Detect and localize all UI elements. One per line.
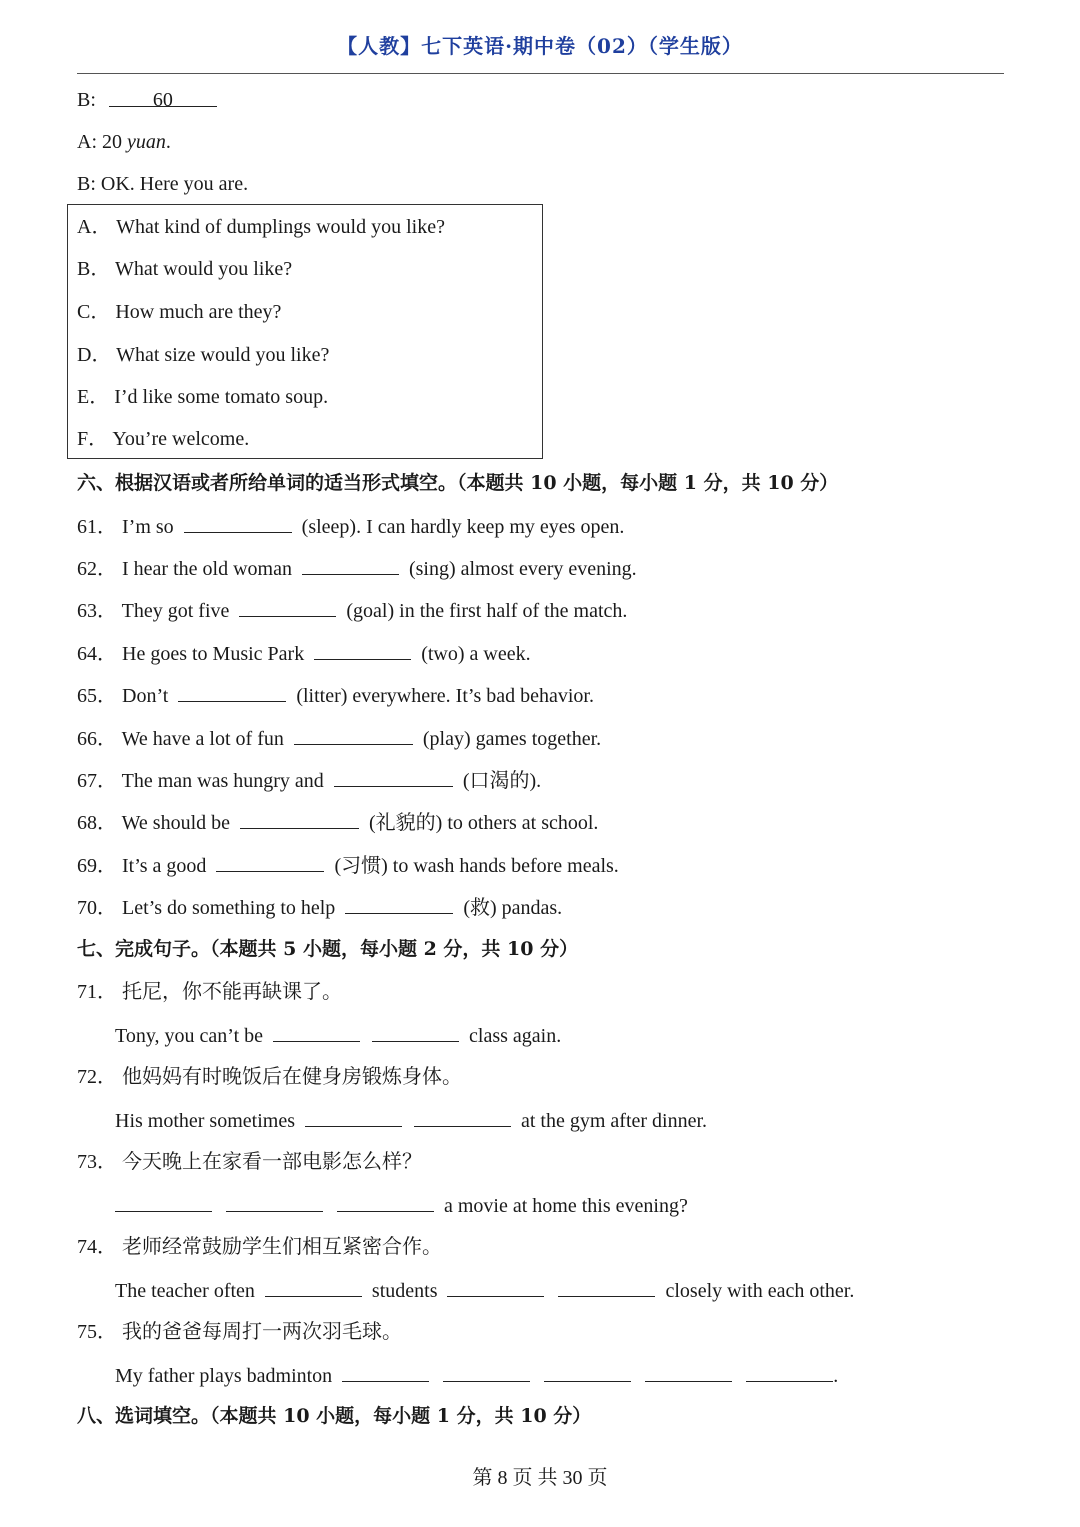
answer-blank[interactable] (314, 641, 411, 660)
question-text: (救) pandas. (463, 897, 563, 919)
question-chinese: 他妈妈有时晚饭后在健身房锻炼身体。 (122, 1066, 462, 1088)
answer-blank[interactable] (240, 810, 359, 829)
question-number: 62． (77, 558, 117, 580)
option-text: What would you like? (114, 258, 293, 280)
question-text: They got five (121, 600, 230, 622)
dialogue-text: 20 (102, 131, 127, 153)
answer-blank[interactable] (558, 1278, 655, 1297)
question-text: We should be (121, 812, 231, 834)
question-text: (sleep). I can hardly keep my eyes open. (301, 516, 625, 538)
question-text: Don’t (122, 685, 169, 707)
option-item (77, 215, 445, 239)
question-number: 72． (77, 1066, 117, 1088)
question-text: closely with each other. (665, 1280, 855, 1302)
question-number: 74． (77, 1236, 117, 1258)
option-text: I’d like some tomato soup. (114, 386, 329, 408)
option-item (77, 385, 328, 409)
dialogue-line (77, 88, 221, 112)
question-item (77, 1320, 402, 1344)
section-title: 六、根据汉语或者所给单词的适当形式填空。（本题共 10 小题，每小题 1 分，共 10 分） (77, 472, 839, 494)
question-item (77, 1065, 462, 1089)
question-item (77, 598, 627, 623)
question-item (77, 1235, 442, 1259)
question-number: 68． (77, 812, 117, 834)
answer-blank[interactable] (184, 514, 292, 533)
dialogue-text: OK. Here you are. (100, 173, 249, 195)
question-number: 71． (77, 981, 117, 1003)
dialogue-italic: yuan (127, 131, 166, 153)
dialogue-line (77, 130, 171, 154)
option-letter: E． (77, 386, 110, 408)
answer-blank[interactable] (294, 726, 413, 745)
option-letter: F． (77, 428, 109, 450)
answer-blank[interactable] (178, 683, 286, 702)
question-text: Let’s do something to help (122, 897, 336, 919)
question-text: class again. (469, 1025, 562, 1047)
question-item (77, 641, 531, 666)
answer-blank[interactable] (342, 1363, 429, 1382)
question-text: We have a lot of fun (121, 728, 284, 750)
option-text: What kind of dumplings would you like? (116, 216, 445, 238)
question-text: (礼貌的) to others at school. (369, 812, 599, 834)
question-number: 63． (77, 600, 117, 622)
answer-blank[interactable] (345, 895, 453, 914)
question-item (77, 810, 598, 835)
answer-blank[interactable] (372, 1023, 459, 1042)
page-header-title: 【人教】七下英语·期中卷（02）（学生版） (337, 34, 743, 58)
question-text: The man was hungry and (121, 770, 324, 792)
question-text: a movie at home this evening? (444, 1195, 688, 1217)
answer-blank[interactable] (334, 768, 453, 787)
answer-blank[interactable]: 60 (109, 88, 217, 107)
question-chinese: 托尼，你不能再缺课了。 (122, 981, 342, 1003)
dialogue-text: . (165, 131, 171, 153)
question-number: 69． (77, 855, 117, 877)
answer-blank[interactable] (305, 1108, 402, 1127)
answer-blank[interactable] (414, 1108, 511, 1127)
question-text: at the gym after dinner. (520, 1110, 708, 1132)
question-text: (sing) almost every evening. (408, 558, 637, 580)
question-text: I hear the old woman (122, 558, 292, 580)
option-item (77, 427, 249, 451)
option-letter: C． (77, 301, 111, 323)
header-divider (77, 73, 1004, 74)
section-title: 八、选词填空。（本题共 10 小题，每小题 1 分，共 10 分） (77, 1405, 592, 1427)
question-text: I’m so (122, 516, 174, 538)
answer-blank[interactable] (226, 1193, 323, 1212)
answer-blank[interactable] (265, 1278, 362, 1297)
question-item (77, 556, 637, 581)
speaker-label: A: (77, 131, 97, 153)
question-english-line (115, 1108, 707, 1133)
option-item (77, 257, 292, 281)
question-text: It’s a good (122, 855, 207, 877)
answer-blank[interactable] (216, 853, 324, 872)
option-text: What size would you like? (116, 344, 330, 366)
question-text: . (833, 1365, 839, 1387)
answer-blank[interactable] (273, 1023, 360, 1042)
answer-blank[interactable] (447, 1278, 544, 1297)
answer-blank[interactable] (443, 1363, 530, 1382)
question-item (77, 726, 601, 751)
question-text: (litter) everywhere. It’s bad behavior. (296, 685, 594, 707)
question-number: 75． (77, 1321, 117, 1343)
question-item (77, 683, 594, 708)
option-letter: B． (77, 258, 111, 280)
question-chinese: 今天晚上在家看一部电影怎么样？ (122, 1151, 422, 1173)
question-text: (习惯) to wash hands before meals. (334, 855, 619, 877)
option-text: You’re welcome. (112, 428, 250, 450)
question-chinese: 我的爸爸每周打一两次羽毛球。 (122, 1321, 402, 1343)
answer-blank[interactable] (645, 1363, 732, 1382)
option-letter: D． (77, 344, 112, 366)
option-text: How much are they? (115, 301, 282, 323)
answer-blank[interactable] (746, 1363, 833, 1382)
question-english-line (115, 1363, 838, 1388)
question-number: 64． (77, 643, 117, 665)
speaker-label: B: (77, 173, 96, 195)
question-item (77, 1150, 422, 1174)
question-text: The teacher often (115, 1280, 255, 1302)
question-item (77, 895, 562, 920)
option-item (77, 343, 329, 367)
dialogue-line (77, 172, 248, 196)
question-text: My father plays badminton (115, 1365, 333, 1387)
question-text: His mother sometimes (115, 1110, 295, 1132)
answer-blank[interactable] (115, 1193, 212, 1212)
page-footer: 第 8 页 共 30 页 (472, 1467, 608, 1489)
question-number: 70． (77, 897, 117, 919)
question-text: (口渴的). (462, 770, 542, 792)
answer-blank[interactable] (239, 598, 336, 617)
options-box (67, 204, 543, 459)
question-number: 67． (77, 770, 117, 792)
question-number: 65． (77, 685, 117, 707)
question-text: (goal) in the first half of the match. (346, 600, 628, 622)
question-number: 61． (77, 516, 117, 538)
question-item (77, 514, 624, 539)
question-item (77, 980, 342, 1004)
option-item (77, 300, 281, 324)
question-english-line (115, 1023, 561, 1048)
question-text: He goes to Music Park (122, 643, 305, 665)
question-number: 73． (77, 1151, 117, 1173)
question-item (77, 853, 619, 878)
answer-blank[interactable] (337, 1193, 434, 1212)
question-text: Tony, you can’t be (115, 1025, 264, 1047)
question-text: students (371, 1280, 438, 1302)
question-english-line (115, 1278, 854, 1303)
question-english-line (115, 1193, 688, 1218)
question-item (77, 768, 541, 793)
section-title: 七、完成句子。（本题共 5 小题，每小题 2 分，共 10 分） (77, 938, 579, 960)
answer-blank[interactable] (302, 556, 399, 575)
option-letter: A． (77, 216, 112, 238)
question-number: 66． (77, 728, 117, 750)
question-text: (two) a week. (421, 643, 531, 665)
answer-blank[interactable] (544, 1363, 631, 1382)
question-text: (play) games together. (422, 728, 602, 750)
speaker-label: B: (77, 89, 96, 111)
question-chinese: 老师经常鼓励学生们相互紧密合作。 (122, 1236, 442, 1258)
